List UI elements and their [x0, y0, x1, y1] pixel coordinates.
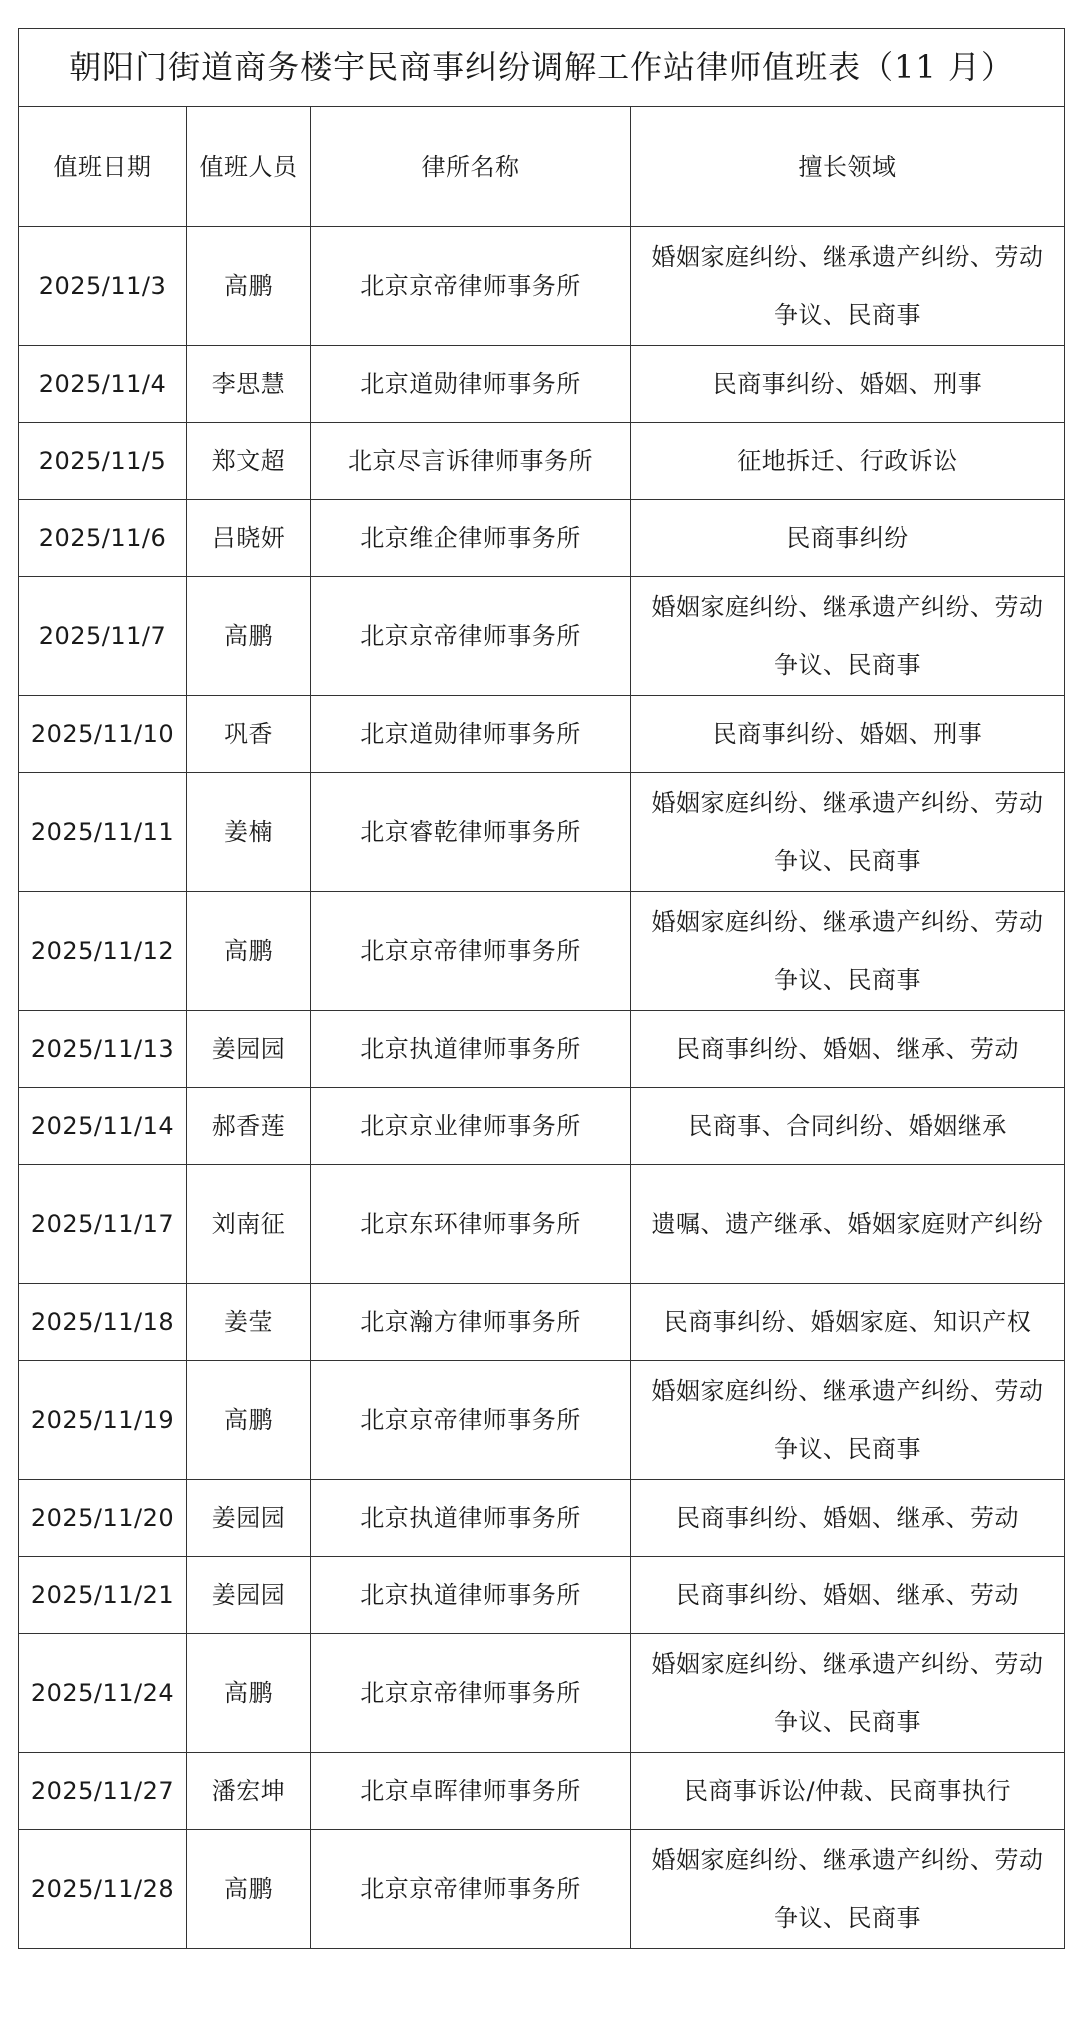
table-row: [19, 423, 1065, 500]
firm-cell: 北京执道律师事务所: [311, 1480, 631, 1557]
firm-cell: 北京执道律师事务所: [311, 1557, 631, 1634]
area-cell: 婚姻家庭纠纷、继承遗产纠纷、劳动争议、民商事: [631, 227, 1065, 346]
date-cell: 2025/11/5: [19, 423, 187, 500]
staff-cell: 刘南征: [187, 1165, 311, 1284]
firm-cell: 北京京帝律师事务所: [311, 1830, 631, 1949]
staff-cell: 姜莹: [187, 1284, 311, 1361]
staff-cell: 吕晓妍: [187, 500, 311, 577]
area-cell: 婚姻家庭纠纷、继承遗产纠纷、劳动争议、民商事: [631, 773, 1065, 892]
staff-cell: 高鹏: [187, 892, 311, 1011]
firm-cell: 北京京帝律师事务所: [311, 227, 631, 346]
header-date: 值班日期: [19, 107, 187, 227]
table-row: [19, 1634, 1065, 1753]
duty-roster-table: [18, 28, 1065, 1949]
firm-cell: 北京京帝律师事务所: [311, 577, 631, 696]
firm-cell: 北京道勋律师事务所: [311, 346, 631, 423]
firm-cell: 北京京帝律师事务所: [311, 892, 631, 1011]
staff-cell: 高鹏: [187, 1361, 311, 1480]
table-row: [19, 1557, 1065, 1634]
area-cell: 民商事、合同纠纷、婚姻继承: [631, 1088, 1065, 1165]
date-cell: 2025/11/28: [19, 1830, 187, 1949]
table-row: [19, 892, 1065, 1011]
firm-cell: 北京维企律师事务所: [311, 500, 631, 577]
staff-cell: 姜园园: [187, 1480, 311, 1557]
area-cell: 婚姻家庭纠纷、继承遗产纠纷、劳动争议、民商事: [631, 1830, 1065, 1949]
table-row: [19, 346, 1065, 423]
staff-cell: 李思慧: [187, 346, 311, 423]
header-staff: 值班人员: [187, 107, 311, 227]
staff-cell: 高鹏: [187, 1830, 311, 1949]
table-row: [19, 1165, 1065, 1284]
page-title: 朝阳门街道商务楼宇民商事纠纷调解工作站律师值班表（11 月）: [19, 29, 1065, 107]
header-firm: 律所名称: [311, 107, 631, 227]
firm-cell: 北京睿乾律师事务所: [311, 773, 631, 892]
date-cell: 2025/11/14: [19, 1088, 187, 1165]
date-cell: 2025/11/11: [19, 773, 187, 892]
date-cell: 2025/11/19: [19, 1361, 187, 1480]
date-cell: 2025/11/18: [19, 1284, 187, 1361]
staff-cell: 郑文超: [187, 423, 311, 500]
area-cell: 民商事纠纷、婚姻、刑事: [631, 696, 1065, 773]
date-cell: 2025/11/7: [19, 577, 187, 696]
staff-cell: 高鹏: [187, 577, 311, 696]
firm-cell: 北京尽言诉律师事务所: [311, 423, 631, 500]
area-cell: 民商事纠纷、婚姻、继承、劳动: [631, 1480, 1065, 1557]
date-cell: 2025/11/20: [19, 1480, 187, 1557]
table-row: [19, 1088, 1065, 1165]
area-cell: 婚姻家庭纠纷、继承遗产纠纷、劳动争议、民商事: [631, 1361, 1065, 1480]
area-cell: 民商事诉讼/仲裁、民商事执行: [631, 1753, 1065, 1830]
date-cell: 2025/11/6: [19, 500, 187, 577]
roster-sheet: [18, 28, 1064, 1949]
title-row: [19, 29, 1065, 107]
firm-cell: 北京京业律师事务所: [311, 1088, 631, 1165]
date-cell: 2025/11/3: [19, 227, 187, 346]
date-cell: 2025/11/13: [19, 1011, 187, 1088]
staff-cell: 郝香莲: [187, 1088, 311, 1165]
firm-cell: 北京瀚方律师事务所: [311, 1284, 631, 1361]
area-cell: 民商事纠纷、婚姻、刑事: [631, 346, 1065, 423]
area-cell: 征地拆迁、行政诉讼: [631, 423, 1065, 500]
header-row: [19, 107, 1065, 227]
area-cell: 民商事纠纷、婚姻、继承、劳动: [631, 1011, 1065, 1088]
header-area: 擅长领域: [631, 107, 1065, 227]
date-cell: 2025/11/27: [19, 1753, 187, 1830]
date-cell: 2025/11/21: [19, 1557, 187, 1634]
date-cell: 2025/11/10: [19, 696, 187, 773]
firm-cell: 北京道勋律师事务所: [311, 696, 631, 773]
staff-cell: 姜园园: [187, 1557, 311, 1634]
area-cell: 婚姻家庭纠纷、继承遗产纠纷、劳动争议、民商事: [631, 1634, 1065, 1753]
table-row: [19, 500, 1065, 577]
date-cell: 2025/11/4: [19, 346, 187, 423]
table-row: [19, 1830, 1065, 1949]
staff-cell: 巩香: [187, 696, 311, 773]
firm-cell: 北京京帝律师事务所: [311, 1361, 631, 1480]
area-cell: 民商事纠纷、婚姻家庭、知识产权: [631, 1284, 1065, 1361]
firm-cell: 北京京帝律师事务所: [311, 1634, 631, 1753]
staff-cell: 高鹏: [187, 1634, 311, 1753]
table-row: [19, 577, 1065, 696]
table-row: [19, 773, 1065, 892]
table-row: [19, 1361, 1065, 1480]
table-row: [19, 1753, 1065, 1830]
staff-cell: 姜楠: [187, 773, 311, 892]
table-row: [19, 227, 1065, 346]
staff-cell: 高鹏: [187, 227, 311, 346]
staff-cell: 潘宏坤: [187, 1753, 311, 1830]
table-row: [19, 696, 1065, 773]
firm-cell: 北京卓晖律师事务所: [311, 1753, 631, 1830]
firm-cell: 北京东环律师事务所: [311, 1165, 631, 1284]
table-row: [19, 1011, 1065, 1088]
area-cell: 婚姻家庭纠纷、继承遗产纠纷、劳动争议、民商事: [631, 892, 1065, 1011]
area-cell: 遗嘱、遗产继承、婚姻家庭财产纠纷: [631, 1165, 1065, 1284]
date-cell: 2025/11/12: [19, 892, 187, 1011]
date-cell: 2025/11/24: [19, 1634, 187, 1753]
date-cell: 2025/11/17: [19, 1165, 187, 1284]
table-row: [19, 1480, 1065, 1557]
roster-body: [19, 29, 1065, 1949]
table-row: [19, 1284, 1065, 1361]
area-cell: 婚姻家庭纠纷、继承遗产纠纷、劳动争议、民商事: [631, 577, 1065, 696]
firm-cell: 北京执道律师事务所: [311, 1011, 631, 1088]
area-cell: 民商事纠纷、婚姻、继承、劳动: [631, 1557, 1065, 1634]
area-cell: 民商事纠纷: [631, 500, 1065, 577]
staff-cell: 姜园园: [187, 1011, 311, 1088]
